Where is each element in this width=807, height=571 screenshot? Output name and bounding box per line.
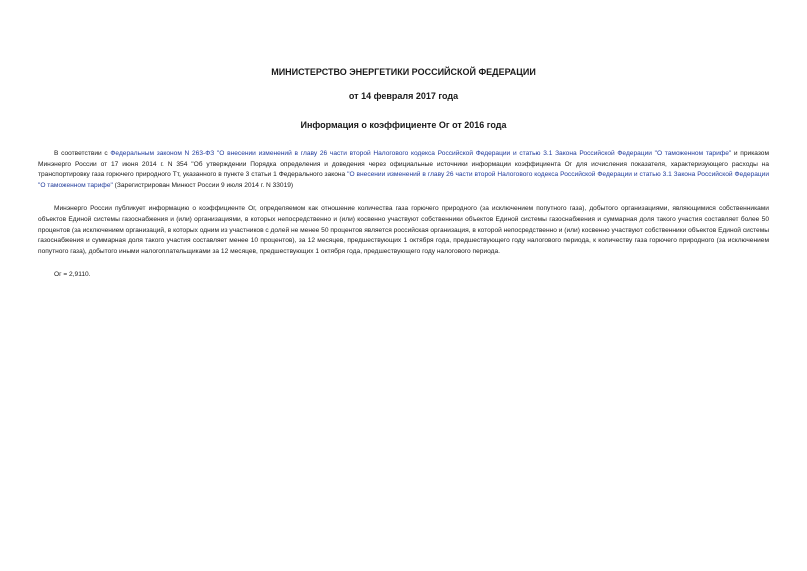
ministry-heading: МИНИСТЕРСТВО ЭНЕРГЕТИКИ РОССИЙСКОЙ ФЕДЕРАЦИИ — [271, 67, 536, 77]
paragraph-coefficient-definition: Минэнерго России публикует информацию о коэффициенте Ог, определяемом как отношение количества газа горючего природного (за исключением попутного газа), добытого организациями, являющимися собственниками объектов Единой системы газоснабжения и (или) организациями, в которых непосредственно и (или) косвенно участвуют собственники объектов Единой системы газоснабжения и суммарная доля такого участия составляет более 50 процентов (за исключением организаций, в которых одним из участников с долей не менее 50 процентов является российская организация, в которой непосредственно и (или) косвенно участвуют собственники объектов Единой системы газоснабжения и суммарная доля такого участия составляет менее 10 процентов), за 12 месяцев, предшествующих 1 октября года, предшествующего году налогового периода, к количеству газа горючего природного (за исключением попутного газа), добытого иными налогоплательщиками за 12 месяцев, предшествующих 1 октября года, предшествующего году налогового периода. — [38, 205, 769, 255]
federal-law-link[interactable]: Федеральным законом N 263-ФЗ "О внесении изменений в главу 26 части второй Налогового кодекса Российской Федерации и статью 3.1 Закона Российской Федерации "О таможенном тарифе" — [110, 150, 732, 157]
document-date: от 14 февраля 2017 года — [348, 91, 459, 101]
federal-law-title-link[interactable]: "О внесении изменений в главу 26 части второй Налогового кодекса Российской Федерации и статью 3.1 Закона Российской Федерации "О таможенном тарифе" — [38, 171, 769, 189]
paragraph-text: и приказом Минэнерго России от 17 июня 2014 г. N 354 "Об утверждении Порядка определения и доведения через официальные источники информации коэффициента Ог для исчисления показателя, характеризующего расходы на транспортировку газа горючего природного Тт, указанного в пункте 3 статьи 1 Федерального закона — [38, 150, 770, 179]
coefficient-value: Ог = 2,9110. — [54, 271, 91, 279]
paragraph-legal-basis — [38, 149, 769, 191]
paragraph-text: (Зарегистрирован Минюст России 9 июля 2014 г. N 33019) — [112, 181, 294, 189]
document-title: Информация о коэффициенте Ог от 2016 года — [300, 120, 507, 130]
paragraph-text: В соответствии с — [54, 150, 111, 157]
